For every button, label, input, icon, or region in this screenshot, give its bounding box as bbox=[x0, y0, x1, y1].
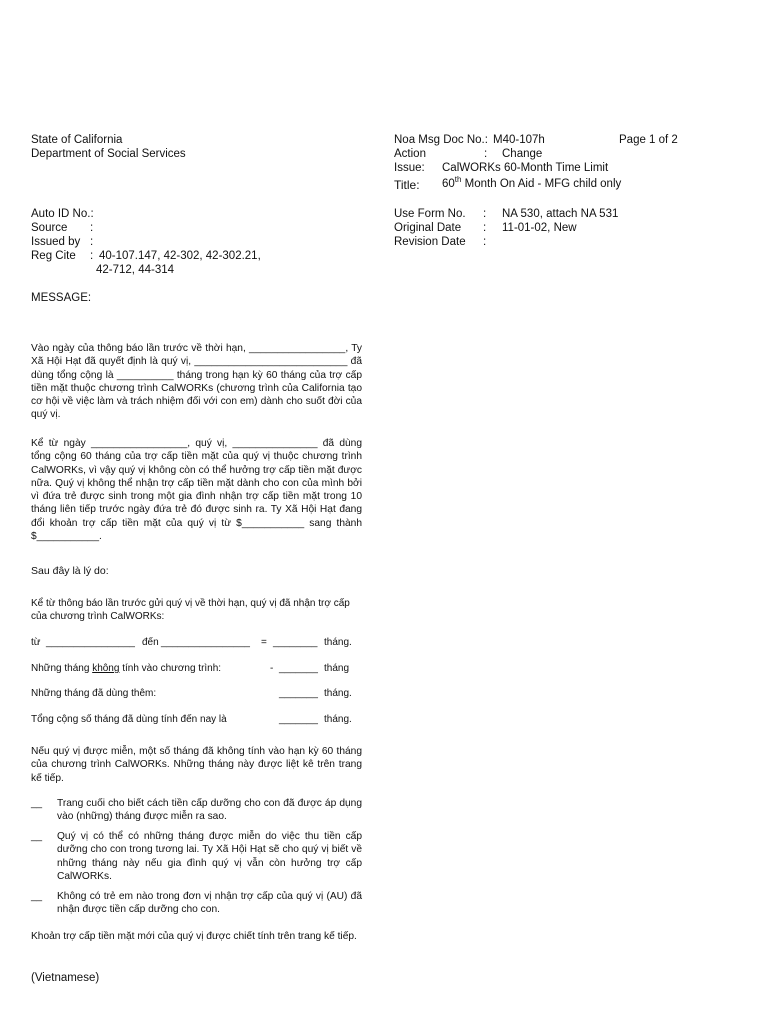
calc-extra-blank: _______ bbox=[279, 688, 318, 699]
calc-from-label: từ bbox=[31, 637, 41, 648]
reasons-heading: Sau đây là lý do: bbox=[31, 565, 109, 577]
calc-result-unit: tháng. bbox=[324, 637, 352, 648]
calc-extra-label: Những tháng đã dùng thêm: bbox=[31, 688, 157, 699]
calc-not-counted-unit: tháng bbox=[324, 663, 350, 674]
calc-total-unit: tháng. bbox=[324, 714, 352, 725]
paragraph-new-amount: Khoản trợ cấp tiền mặt mới của quý vị được chiết tính trên trang kế tiếp. bbox=[31, 931, 357, 942]
reg-cite-label: Reg Cite bbox=[31, 250, 76, 262]
source-separator: : bbox=[90, 222, 94, 234]
title-value: 60th Month On Aid - MFG child only bbox=[442, 175, 622, 190]
revision-date-separator: : bbox=[483, 236, 487, 248]
message-label: MESSAGE: bbox=[31, 292, 92, 304]
calc-equals: = bbox=[261, 637, 267, 648]
checkbox-blank-1[interactable]: __ bbox=[31, 798, 43, 809]
calc-total-label: Tổng cộng số tháng đã dùng tính đến nay là bbox=[31, 714, 227, 725]
page-indicator: Page 1 of 2 bbox=[619, 134, 678, 146]
paragraph-prior-notice: Vào ngày của thông báo lần trước về thời hạn, _________________, Ty Xã Hội Hạt đã quyết định là quý vị, ___________________________ đã dùng tổng cộng là __________ tháng trong hạn kỳ 60 tháng của trợ cấp tiền mặt thuộc chương trình CalWORKs (chương trình của California tạo cơ hội về việc làm và trách nhiệm đối với con em) dành cho suốt đời của quý vị. bbox=[31, 343, 362, 421]
calc-not-counted-label: Những tháng không tính vào chương trình: bbox=[31, 663, 222, 674]
calc-not-counted-blank: _______ bbox=[279, 663, 318, 674]
reg-cite-separator: : bbox=[90, 250, 94, 262]
calc-from-blank: ________________ bbox=[46, 637, 135, 648]
checkbox-blank-2[interactable]: __ bbox=[31, 831, 43, 842]
reg-cite-value-2: 42-712, 44-314 bbox=[96, 264, 175, 276]
paragraph-time-limit-reached: Kể từ ngày _________________, quý vị, _______________ đã dùng tổng cộng 60 tháng của trợ cấp tiền mặt của quý vị thuộc chương trình CalWORKs, vì vậy quý vị không còn có thể hưởng trợ cấp tiền mặt được nữa. Quý vị không thể nhận trợ cấp tiền mặt dành cho con của mình bởi vì đứa trẻ được sinh trong một gia đình nhận trợ cấp tiền mặt trong 10 tháng liên tiếp trước ngày đứa trẻ đó được sinh ra. Ty Xã Hội Hạt đang đổi khoản trợ cấp tiền mặt của quý vị từ $___________ sang thành $___________. bbox=[31, 438, 362, 543]
checkbox-blank-3[interactable]: __ bbox=[31, 891, 43, 902]
check-item-3-text: Không có trẻ em nào trong đơn vị nhận trợ cấp của quý vị (AU) đã nhận được tiền cấp dưỡng cho con. bbox=[57, 891, 362, 916]
check-item-1-text: Trang cuối cho biết cách tiền cấp dưỡng cho con đã được áp dụng vào (những) tháng được miễn ra sao. bbox=[57, 798, 362, 823]
auto-id-label: Auto ID No.: bbox=[31, 208, 94, 220]
agency-state: State of California bbox=[31, 134, 123, 146]
calc-result-blank: ________ bbox=[273, 637, 318, 648]
calc-total-blank: _______ bbox=[279, 714, 318, 725]
calc-extra-unit: tháng. bbox=[324, 688, 352, 699]
issue-label: Issue: bbox=[394, 162, 425, 174]
reg-cite-value-1: 40-107.147, 42-302, 42-302.21, bbox=[99, 250, 261, 262]
original-date-label: Original Date bbox=[394, 222, 462, 234]
check-item-2-text: Quý vị có thể có những tháng được miễn do việc thu tiền cấp dưỡng cho con trong tương lai. Ty Xã Hội Hạt sẽ cho quý vị biết về những tháng này nếu gia đình quý vị vẫn còn hưởng trợ cấp CalWORKs. bbox=[57, 831, 362, 882]
doc-no-label: Noa Msg Doc No.: bbox=[394, 134, 488, 146]
original-date-value: 11-01-02, New bbox=[502, 222, 577, 234]
revision-date-label: Revision Date bbox=[394, 236, 466, 248]
agency-department: Department of Social Services bbox=[31, 148, 186, 160]
calc-to-blank: ________________ bbox=[161, 637, 250, 648]
calc-minus: - bbox=[270, 663, 274, 674]
reasons-intro: Kể từ thông báo lần trước gửi quý vị về thời hạn, quý vị đã nhận trợ cấp của chương trình CalWORKs: bbox=[31, 598, 350, 622]
action-separator: : bbox=[484, 148, 488, 160]
issue-value: CalWORKs 60-Month Time Limit bbox=[442, 162, 609, 174]
paragraph-exemption: Nếu quý vị được miễn, một số tháng đã không tính vào hạn kỳ 60 tháng của chương trình CalWORKs. Những tháng này được liệt kê trên trang kế tiếp. bbox=[31, 746, 362, 784]
issued-by-label: Issued by bbox=[31, 236, 81, 248]
language-footer: (Vietnamese) bbox=[31, 972, 100, 984]
calc-to-label: đến bbox=[142, 637, 159, 648]
action-value: Change bbox=[502, 148, 543, 160]
use-form-separator: : bbox=[483, 208, 487, 220]
use-form-label: Use Form No. bbox=[394, 208, 466, 220]
action-label: Action bbox=[394, 148, 426, 160]
title-label: Title: bbox=[394, 178, 420, 192]
use-form-value: NA 530, attach NA 531 bbox=[502, 208, 619, 220]
issued-by-separator: : bbox=[90, 236, 94, 248]
original-date-separator: : bbox=[483, 222, 487, 234]
source-label: Source bbox=[31, 222, 68, 234]
doc-no-value: M40-107h bbox=[493, 134, 545, 146]
